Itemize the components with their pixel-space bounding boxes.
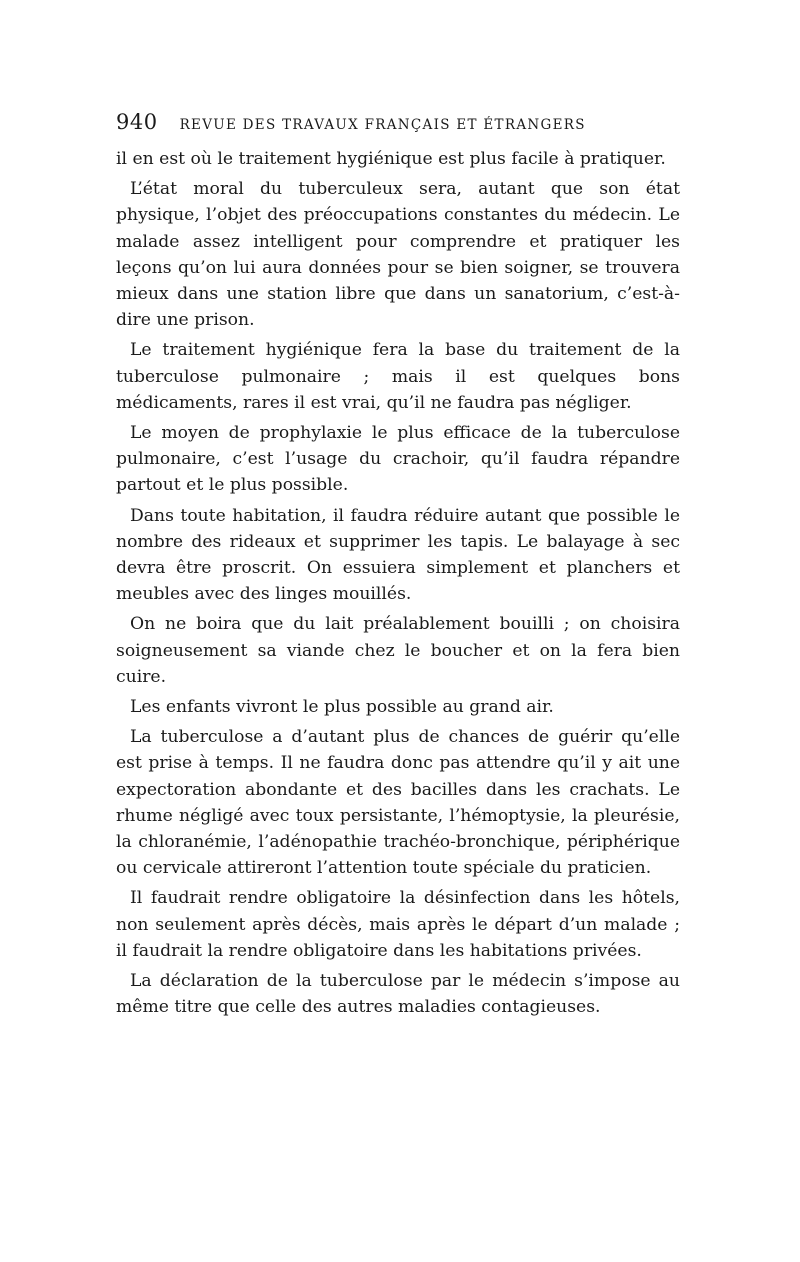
paragraph: La déclaration de la tuberculose par le médecin s’impose au même titre que celle des autres maladies contagieuses. bbox=[116, 971, 680, 1018]
body-text bbox=[116, 146, 680, 1021]
running-head bbox=[116, 110, 680, 140]
paragraph: Le moyen de prophylaxie le plus efficace de la tuberculose pulmonaire, c’est l’usage du crachoir, qu’il faudra répandre partout et le plus possible. bbox=[116, 423, 680, 496]
paragraph: On ne boira que du lait préalablement bouilli ; on choisira soigneusement sa viande chez le boucher et on la fera bien cuire. bbox=[116, 614, 680, 687]
paragraph: Les enfants vivront le plus possible au grand air. bbox=[130, 697, 554, 718]
document-page bbox=[116, 110, 680, 1025]
paragraph: Il faudrait rendre obligatoire la désinfection dans les hôtels, non seulement après décès, mais après le départ d’un malade ; il faudrait la rendre obligatoire dans les habitations privées. bbox=[116, 888, 680, 961]
paragraph: Dans toute habitation, il faudra réduire autant que possible le nombre des rideaux et supprimer les tapis. Le balayage à sec devra être proscrit. On essuiera simplement et planchers et meubles avec des linges mouillés. bbox=[116, 505, 680, 605]
paragraph: il en est où le traitement hygiénique est plus facile à pratiquer. bbox=[116, 149, 666, 169]
paragraph: La tuberculose a d’autant plus de chances de guérir qu’elle est prise à temps. Il ne faudra donc pas attendre qu’il y ait une expectoration abondante et des bacilles dans les crachats. Le rhume négligé avec toux persistante, l’hémoptysie, la pleurésie, la chloranémie, l’adénopathie trachéo-bronchique, périphérique ou cervicale attireront l’attention toute spéciale du praticien. bbox=[116, 727, 680, 879]
page-number: 940 bbox=[116, 110, 158, 134]
paragraph: L’état moral du tuberculeux sera, autant que son état physique, l’objet des préoccupations constantes du médecin. Le malade assez intelligent pour comprendre et pratiquer les leçons qu’on lui aura données pour se bien soigner, se trouvera mieux dans une station libre que dans un sanatorium, c’est-à-dire une prison. bbox=[116, 179, 680, 331]
paragraph: Le traitement hygiénique fera la base du traitement de la tuberculose pulmonaire ; mais il est quelques bons médicaments, rares il est vrai, qu’il ne faudra pas négliger. bbox=[116, 340, 680, 413]
running-title: REVUE DES TRAVAUX FRANÇAIS ET ÉTRANGERS bbox=[179, 117, 586, 133]
